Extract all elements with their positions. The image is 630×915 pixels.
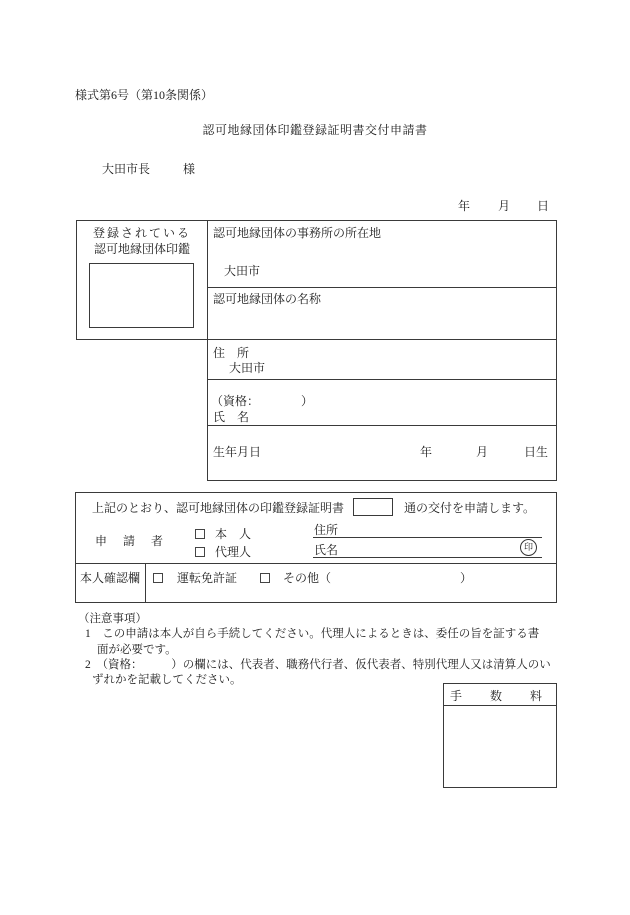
checkbox-other[interactable] <box>260 573 270 583</box>
birth-day-label: 日生 <box>524 445 549 459</box>
qualification-label: （資格： ） <box>211 394 314 408</box>
fee-amount-area[interactable] <box>444 706 556 787</box>
person-name-label: 氏 名 <box>213 410 250 424</box>
divider <box>207 339 557 340</box>
divider <box>207 287 557 288</box>
fee-header-label: 手 数 料 <box>449 689 550 703</box>
divider <box>145 563 146 603</box>
org-name-label: 認可地縁団体の名称 <box>213 292 322 306</box>
identity-check-label: 本人確認欄 <box>80 571 141 585</box>
birth-year-label: 年 <box>420 445 433 459</box>
org-info-table <box>207 220 557 481</box>
checkbox-self[interactable] <box>195 529 205 539</box>
divider <box>207 425 557 426</box>
applicant-label: 申 請 者 <box>95 534 166 548</box>
other-close-paren: ） <box>460 571 473 585</box>
notes-heading: （注意事項） <box>78 613 147 625</box>
date-day-label: 日 <box>537 199 550 213</box>
checkbox-proxy[interactable] <box>195 547 205 557</box>
note-line-2: 面が必要です。 <box>97 644 177 656</box>
copies-count-field[interactable] <box>353 498 393 516</box>
applicant-name-label: 氏名 <box>314 543 339 557</box>
address-label: 住 所 <box>213 346 250 360</box>
checkbox-self-label: 本 人 <box>215 527 252 541</box>
checkbox-license[interactable] <box>153 573 163 583</box>
applicant-name-line[interactable] <box>313 557 542 558</box>
date-year-label: 年 <box>458 199 471 213</box>
checkbox-proxy-label: 代理人 <box>215 545 252 559</box>
divider <box>75 563 557 564</box>
birth-month-label: 月 <box>476 445 489 459</box>
seal-mark-icon: 印 <box>520 539 537 556</box>
application-statement-suffix: 通の交付を申請します。 <box>404 501 536 515</box>
seal-impression-area[interactable] <box>89 263 194 328</box>
license-label: 運転免許証 <box>177 571 238 585</box>
seal-label-line1: 登録されている <box>92 226 191 240</box>
note-line-1: 1 この申請は本人が自ら手続してください。代理人によるときは、委任の旨を証する書 <box>85 628 540 640</box>
date-month-label: 月 <box>498 199 511 213</box>
office-address-label: 認可地縁団体の事務所の所在地 <box>213 226 382 240</box>
page-title: 認可地縁団体印鑑登録証明書交付申請書 <box>202 123 428 137</box>
other-label: その他（ <box>283 571 332 585</box>
addressee-honorific: 様 <box>183 162 196 176</box>
applicant-address-line[interactable] <box>313 537 542 538</box>
seal-label-line2: 認可地縁団体印鑑 <box>93 242 190 256</box>
office-address-value: 大田市 <box>224 264 261 278</box>
address-value: 大田市 <box>229 361 266 375</box>
birth-date-label: 生年月日 <box>213 445 262 459</box>
divider <box>207 379 557 380</box>
note-line-4: ずれかを記載してください。 <box>92 674 242 686</box>
application-statement-prefix: 上記のとおり、認可地縁団体の印鑑登録証明書 <box>92 501 345 515</box>
form-number: 様式第6号（第10条関係） <box>75 88 214 102</box>
applicant-address-label: 住所 <box>314 523 339 537</box>
note-line-3: 2 （資格： ）の欄には、代表者、職務代行者、仮代表者、特別代理人又は清算人のい <box>85 659 551 671</box>
addressee-name: 大田市長 <box>102 162 151 176</box>
